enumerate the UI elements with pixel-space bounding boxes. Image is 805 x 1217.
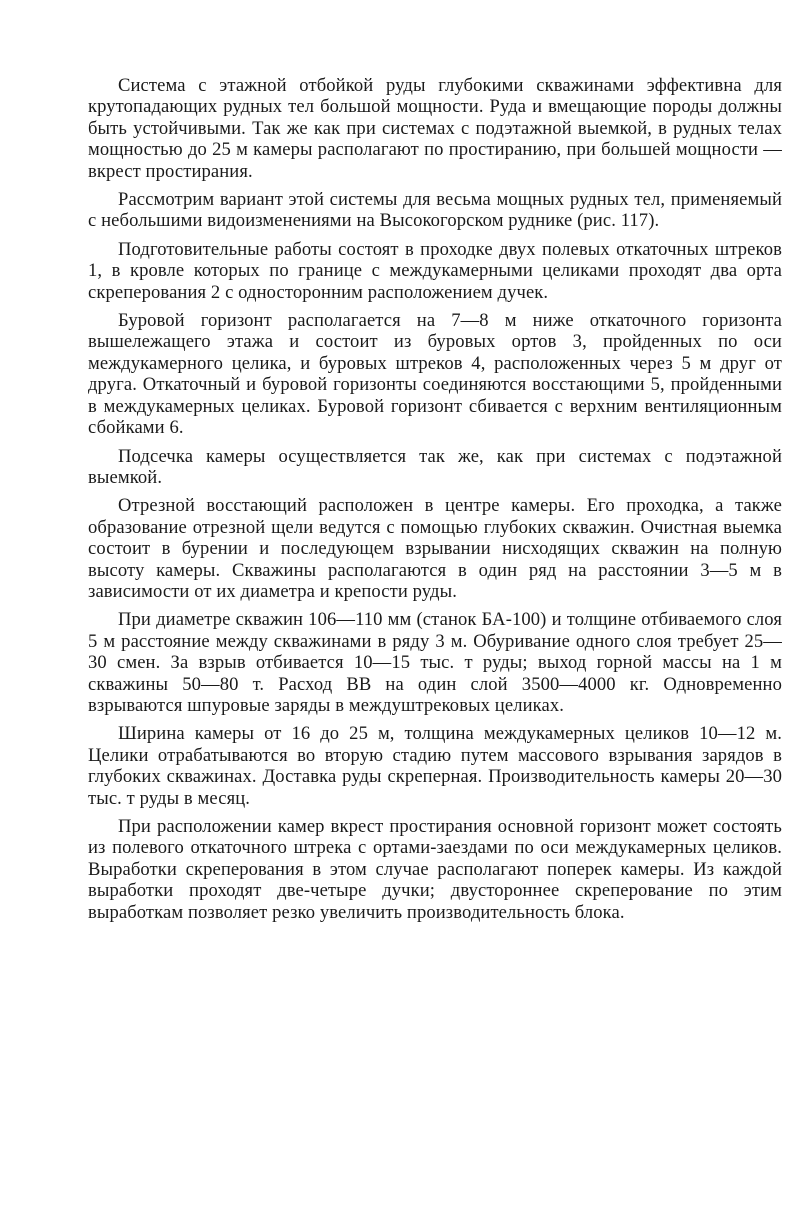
paragraph-7: При диаметре скважин 106—110 мм (станок БА-100) и толщине отбиваемого слоя 5 м расстояние между скважинами в ряду 3 м. Обуривание одного слоя требует 25—30 смен. За взрыв отбивается 10—15 тыс. т руды; выход горной массы на 1 м скважины 50—80 т. Расход ВВ на один слой 3500—4000 кг. Одновременно взрываются шпуровые заряды в междуштрековых целиках. — [88, 609, 782, 716]
paragraph-5: Подсечка камеры осуществляется так же, как при системах с подэтажной выемкой. — [88, 445, 782, 488]
paragraph-2: Рассмотрим вариант этой системы для весьма мощных рудных тел, применяемый с небольшими видоизменениями на Высокогорском руднике (рис. 117). — [88, 189, 782, 232]
document-page — [88, 75, 782, 923]
paragraph-1: Система с этажной отбойкой руды глубокими скважинами эффективна для крутопадающих рудных тел большой мощности. Руда и вмещающие породы должны быть устойчивыми. Так же как при системах с подэтажной выемкой, в рудных телах мощностью до 25 м камеры располагают по простиранию, при большей мощности — вкрест простирания. — [88, 75, 782, 182]
paragraph-4: Буровой горизонт располагается на 7—8 м ниже откаточного горизонта вышележащего этажа и состоит из буровых ортов 3, пройденных по оси междукамерного целика, и буровых штреков 4, расположенных через 5 м друг от друга. Откаточный и буровой горизонты соединяются восстающими 5, пройденными в междукамерных целиках. Буровой горизонт сбивается с верхним вентиляционным сбойками 6. — [88, 310, 782, 439]
paragraph-9: При расположении камер вкрест простирания основной горизонт может состоять из полевого откаточного штрека с ортами-заездами по оси междукамерных целиков. Выработки скреперования в этом случае располагают поперек камеры. Из каждой выработки проходят две-четыре дучки; двустороннее скреперование по этим выработкам позволяет резко увеличить производительность блока. — [88, 816, 782, 923]
paragraph-3: Подготовительные работы состоят в проходке двух полевых откаточных штреков 1, в кровле которых по границе с междукамерными целиками проходят два орта скреперования 2 с односторонним расположением дучек. — [88, 238, 782, 303]
paragraph-8: Ширина камеры от 16 до 25 м, толщина междукамерных целиков 10—12 м. Целики отрабатываются во вторую стадию путем массового взрывания зарядов в глубоких скважинах. Доставка руды скреперная. Производительность камеры 20—30 тыс. т руды в месяц. — [88, 723, 782, 809]
paragraph-6: Отрезной восстающий расположен в центре камеры. Его проходка, а также образование отрезной щели ведутся с помощью глубоких скважин. Очистная выемка состоит в бурении и последующем взрывании нисходящих скважин на полную высоту камеры. Скважины располагаются в один ряд на расстоянии 3—5 м в зависимости от их диаметра и крепости руды. — [88, 495, 782, 602]
